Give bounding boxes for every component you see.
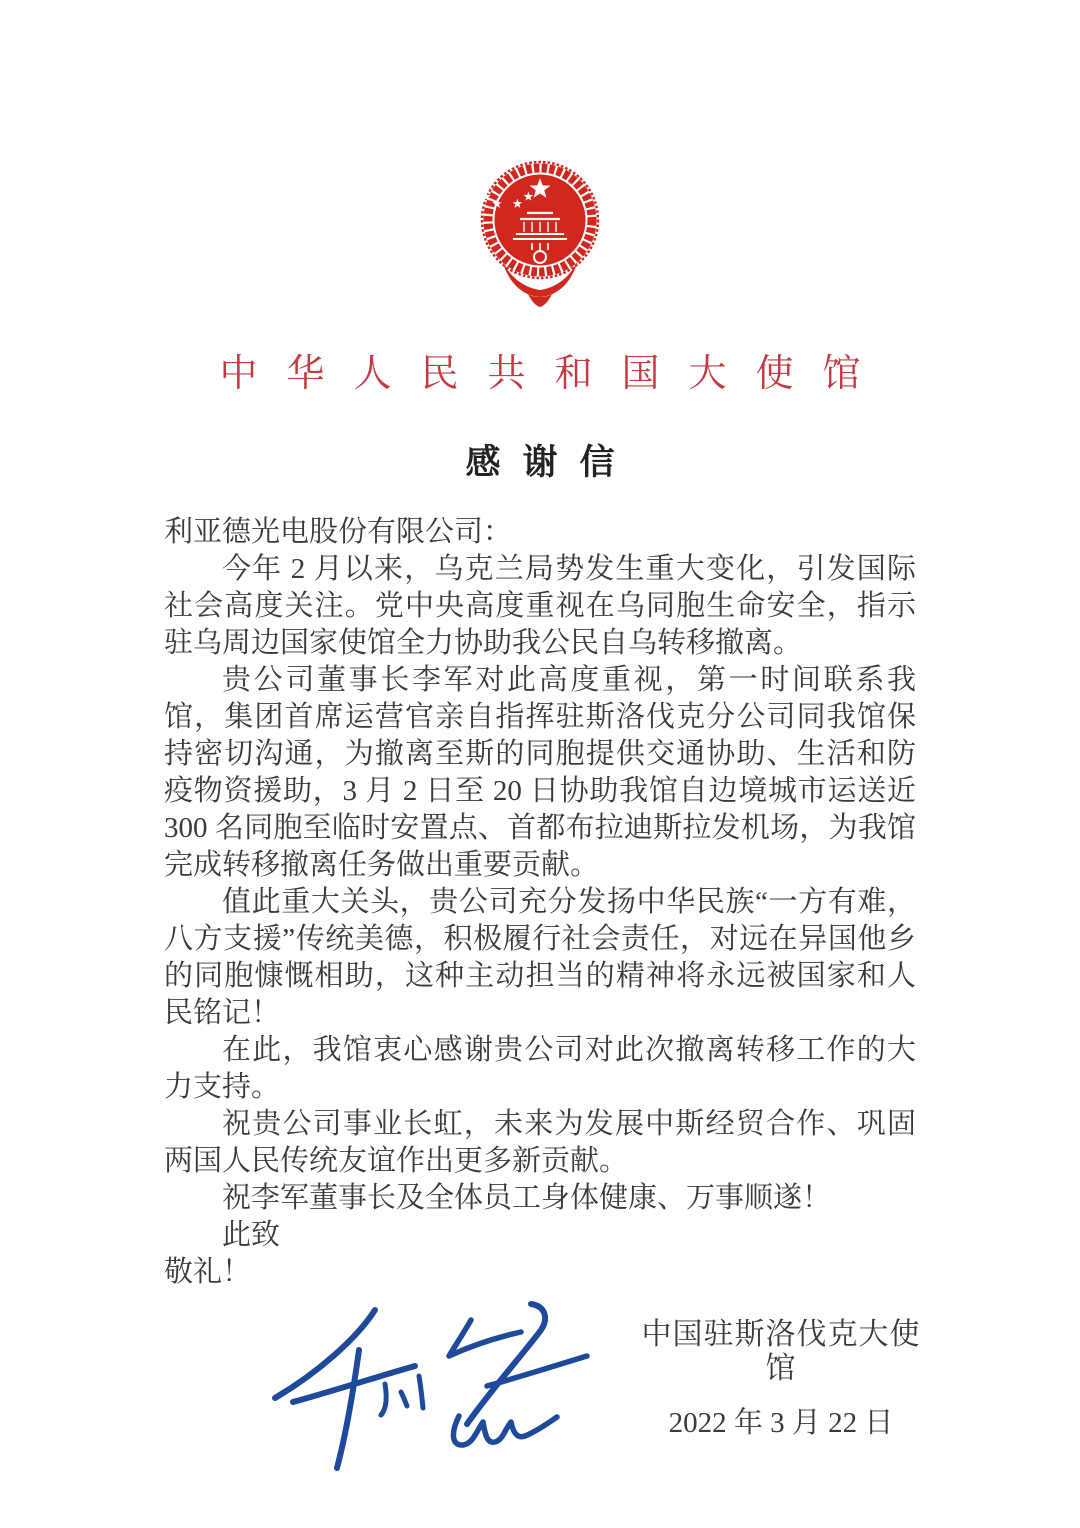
letter-paragraph-6: 祝李军董事长及全体员工身体健康、万事顺遂！: [222, 1181, 832, 1214]
letter-paragraph-4: 在此，我馆衷心感谢贵公司对此次撤离转移工作的大力支持。: [164, 1033, 916, 1103]
letter-date: 2022 年 3 月 22 日: [668, 1407, 894, 1439]
salutation: 利亚德光电股份有限公司：: [164, 515, 513, 548]
embassy-header: 中华人民共和国大使馆: [219, 353, 890, 395]
letter-body: [164, 514, 916, 1291]
signature-block: [630, 1318, 932, 1440]
letter-paragraph-2: 贵公司董事长李军对此高度重视，第一时间联系我馆，集团首席运营官亲自指挥驻斯洛伐克分公司同我馆保持密切沟通，为撤离至斯的同胞提供交通协助、生活和防疫物资援助，3 月 2 日至 20 日协助我馆自边境城市运送近 300 名同胞至临时安置点、首都布拉迪斯拉发机场，为我馆完成转移撤离任务做出重要贡献。: [164, 663, 916, 881]
letter-paragraph-5: 祝贵公司事业长虹，未来为发展中斯经贸合作、巩固两国人民传统友谊作出更多新贡献。: [164, 1107, 916, 1177]
closing-cizhi: 此致: [222, 1218, 281, 1251]
handwritten-signature-icon: [235, 1298, 595, 1478]
letter-title: 感谢信: [465, 442, 637, 482]
closing-jingli: 敬礼！: [164, 1255, 252, 1288]
national-emblem-icon: [480, 156, 600, 308]
letter-paragraph-3: 值此重大关头，贵公司充分发扬中华民族“一方有难，八方支援”传统美德，积极履行社会责任，对远在异国他乡的同胞慷慨相助，这种主动担当的精神将永远被国家和人民铭记！: [164, 885, 916, 1029]
letter-paragraph-1: 今年 2 月以来，乌克兰局势发生重大变化，引发国际社会高度关注。党中央高度重视在乌同胞生命安全，指示驻乌周边国家使馆全力协助我公民自乌转移撤离。: [164, 552, 916, 659]
signer-name: 中国驻斯洛伐克大使馆: [641, 1318, 921, 1385]
